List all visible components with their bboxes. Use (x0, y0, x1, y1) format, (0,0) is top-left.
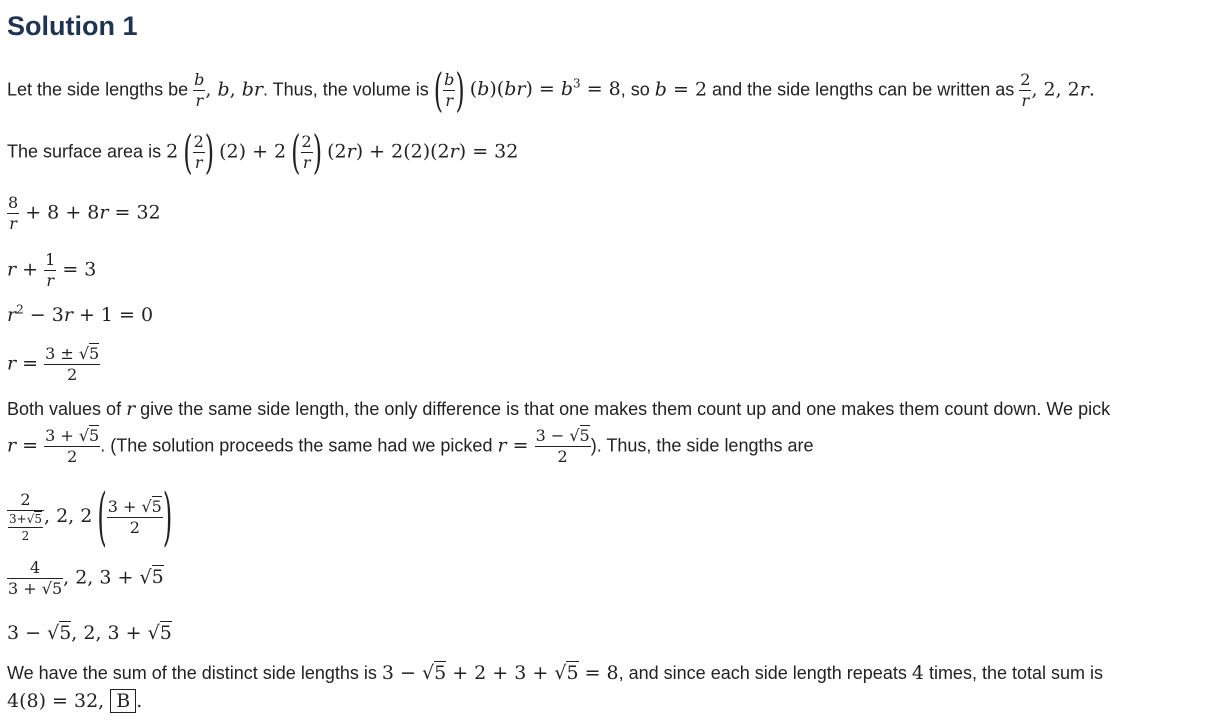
math-line-10: $\frac{4}{3 + √5}$ , 2, 3 + √5 (8, 558, 164, 598)
text-segment: give the same side length, the only difference is that one makes them count up and one makes them count down. We pick (135, 399, 1111, 419)
text-segment: and the side lengths can be written as (707, 79, 1020, 100)
math-line-3: $\frac{8}{r}$ + 8 + 8r = 32 (8, 193, 161, 233)
text-segment: We have the sum of the distinct side lengths is (7, 663, 382, 683)
text-segment: ). Thus, the side lengths are (590, 435, 814, 456)
answer-box: B (110, 689, 136, 713)
text-segment: Both values of (7, 399, 127, 419)
math-line-1: Let the side lengths be $\frac{b}{r}$ , b, br. Thus, the volume is ( $\frac{b}{r}$ ) $(b)(br) = b^3 = 8$, so b = 2 and the side lengths can be written as $\frac{2}{r}$ , 2, 2r. (7, 63, 1095, 118)
math-line-8: r = $\frac{3 + √5}{2}$ . (The solution proceeds the same had we picked r = $\frac{3 - √5}{2}$ ). Thus, the side lengths are (7, 426, 814, 466)
math-line-6: r = $\frac{3 \pm √5}{2}$ (7, 344, 100, 384)
text-segment: . Thus, the volume is (263, 79, 434, 100)
solution-heading: Solution 1 (7, 11, 138, 41)
math-line-5: $r^2 - 3r + 1 = 0$ (7, 303, 154, 327)
text-line-12: We have the sum of the distinct side lengths is 3 − √5 + 2 + 3 + √5 = 8, and since each side length repeats 4 times, the total sum is (7, 662, 1103, 684)
math-line-11: 3 − √5, 2, 3 + √5 (7, 622, 172, 644)
math-line-4: r + $\frac{1}{r}$ = 3 (7, 250, 97, 290)
math-line-2: The surface area is 2 ( $\frac{2}{r}$ ) (2) + 2 ( $\frac{2}{r}$ ) (2r) + 2(2)(2r) = 32 (7, 125, 519, 180)
fraction: $\frac{2}{r}$ (1020, 70, 1031, 111)
text-segment: , so (620, 79, 655, 100)
text-segment: The surface area is (7, 141, 167, 162)
text-segment: times, the total sum is (923, 663, 1103, 683)
math-line-9: $\frac{2}{\frac{3+√5}{2}}$ , 2, 2 ( $\frac{3 + √5}{2}$ ) (9, 480, 173, 554)
text-line-7: Both values of r give the same side length, the only difference is that one makes them count up and one makes them count down. We pick (7, 398, 1111, 420)
fraction: $\frac{b}{r}$ (444, 70, 455, 111)
text-segment: Let the side lengths be (7, 79, 194, 100)
math-line-13: 4(8) = 32, B . (7, 690, 143, 712)
text-segment: . (The solution proceeds the same had we picked (100, 435, 498, 456)
fraction: $\frac{b}{r}$ (194, 70, 205, 111)
text-segment: , and since each side length repeats (618, 663, 912, 683)
